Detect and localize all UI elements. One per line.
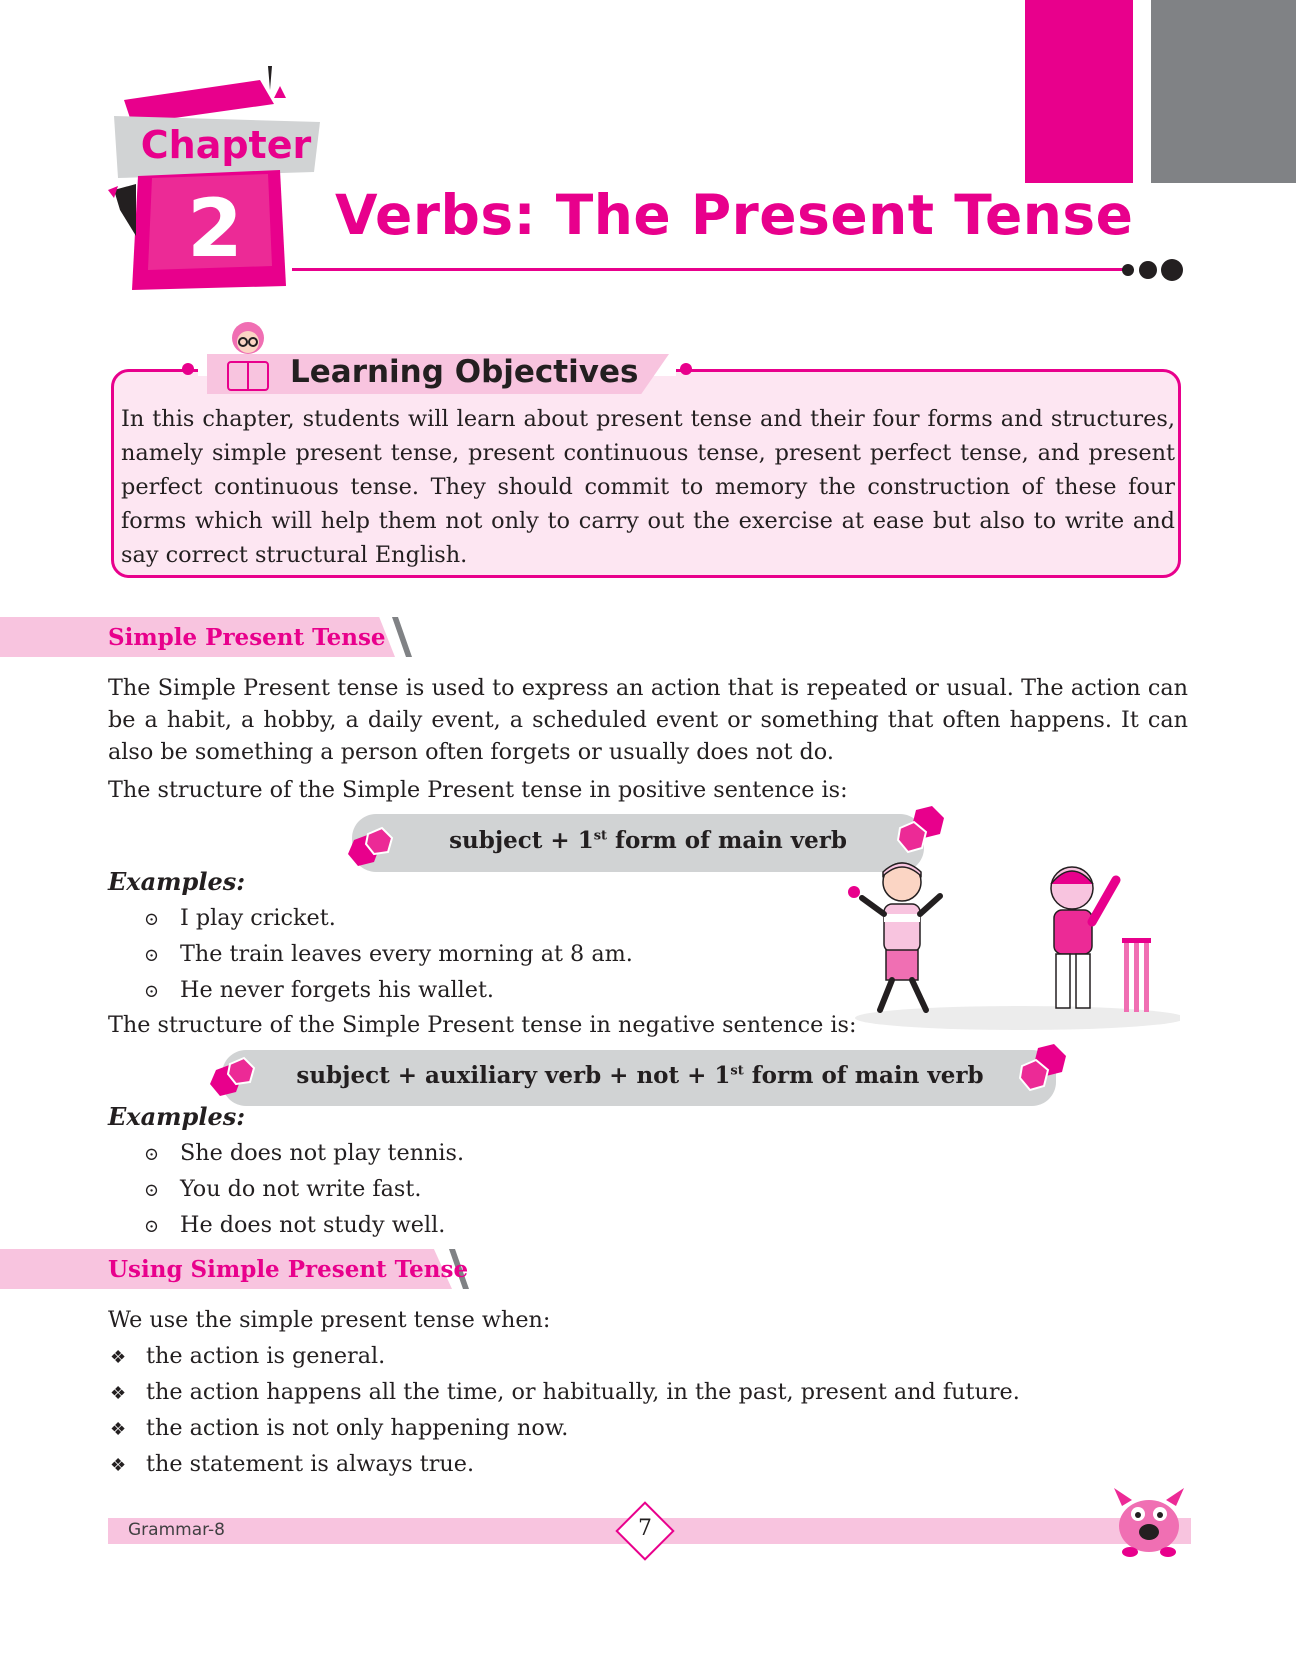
pill-right-ornament [896,806,952,858]
four-diamond-icon: ❖ [110,1419,127,1440]
negative-structure-label: The structure of the Simple Present tense in negative sentence is: [108,1012,857,1038]
page-number: 7 [638,1516,652,1541]
chapter-label: Chapter [140,123,312,167]
circle-dot-icon: ⊙ [144,1144,160,1165]
positive-structure-label: The structure of the Simple Present tense in positive sentence is: [108,777,848,803]
section-heading-using-simple-present: Using Simple Present Tense [108,1256,469,1283]
example-item: ⊙ The train leaves every morning at 8 am. [144,941,633,967]
example-item: ⊙ I play cricket. [144,905,336,931]
positive-formula-text: subject + 1st form of main verb [449,827,847,854]
corner-bar-pink [1025,0,1133,183]
negative-formula-text: subject + auxiliary verb + not + 1st form of main verb [296,1062,984,1089]
four-diamond-icon: ❖ [110,1383,127,1404]
circle-dot-icon: ⊙ [144,1216,160,1237]
example-item: ⊙ He never forgets his wallet. [144,977,495,1003]
objectives-right-dot [674,362,698,376]
page-title: Verbs: The Present Tense [335,183,1134,247]
corner-bar-grey [1151,0,1296,183]
student-reading-icon [220,318,276,398]
usage-point: ❖ the action is general. [110,1343,386,1369]
monster-mascot-icon [1104,1484,1194,1560]
footer-book-label: Grammar-8 [128,1520,225,1540]
circle-dot-icon: ⊙ [144,945,160,966]
example-item: ⊙ She does not play tennis. [144,1140,465,1166]
cricket-illustration [840,858,1180,1038]
objectives-left-dot [180,362,204,376]
pill-left-ornament [344,826,400,878]
learning-objectives-heading: Learning Objectives [290,354,639,390]
circle-dot-icon: ⊙ [144,1180,160,1201]
pill-left-ornament [206,1056,262,1108]
circle-dot-icon: ⊙ [144,909,160,930]
chapter-number: 2 [187,182,243,275]
learning-objectives-text: In this chapter, students will learn about present tense and their four forms and structures, namely simple present tense, present continuous tense, present perfect tense, and present perfect continuous tense. They should commit to memory the construction of these four forms which will help them not only to carry out the exercise at ease but also to write and say correct structural English. [121,406,1175,568]
four-diamond-icon: ❖ [110,1455,127,1476]
section-heading-edge [392,617,412,657]
using-intro: We use the simple present tense when: [108,1307,551,1333]
title-underline [292,268,1132,271]
title-dots [1120,258,1192,282]
examples-label-negative: Examples: [108,1102,246,1131]
circle-dot-icon: ⊙ [144,981,160,1002]
section-heading-simple-present: Simple Present Tense [108,624,386,651]
examples-label-positive: Examples: [108,867,246,896]
simple-present-intro: The Simple Present tense is used to express an action that is repeated or usual. The action can be a habit, a hobby, a daily event, a scheduled event or something that often happens. It can also be something a person often forgets or usually does not do. [108,675,1188,765]
pill-right-ornament [1018,1044,1074,1096]
usage-point: ❖ the action is not only happening now. [110,1415,569,1441]
usage-point: ❖ the statement is always true. [110,1451,475,1477]
example-item: ⊙ He does not study well. [144,1212,446,1238]
example-item: ⊙ You do not write fast. [144,1176,422,1202]
usage-point: ❖ the action happens all the time, or habitually, in the past, present and future. [110,1379,1020,1405]
four-diamond-icon: ❖ [110,1347,127,1368]
